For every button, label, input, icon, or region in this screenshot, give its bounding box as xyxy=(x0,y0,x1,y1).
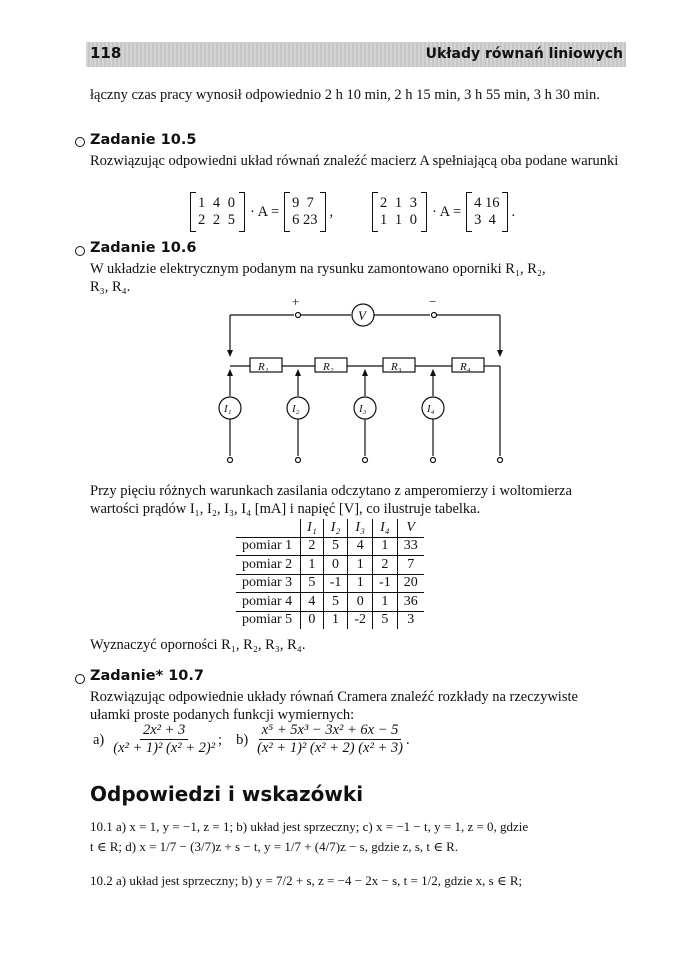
resistor-label: R₃ xyxy=(391,361,402,373)
minus-label: − xyxy=(429,294,437,309)
task-10-6-after-2: wartości prądów I₁, I₂, I₃, I₄ [mA] i napięć [V], co ilustruje tabelka. xyxy=(90,501,481,517)
page-number: 118 xyxy=(90,44,122,62)
answer-10-2-line-1: 10.2 a) układ jest sprzeczny; b) y = 7/2 + s, z = −4 − 2x − s, t = 1/2, gdzie x, s ∈ R; xyxy=(90,873,523,888)
table-row: pomiar 2 1 0 1 2 7 xyxy=(236,556,424,575)
task-bullet-icon xyxy=(75,246,85,256)
resistor-label: R₂ xyxy=(323,361,334,373)
task-10-6-after-1: Przy pięciu różnych warunkach zasilania odczytano z amperomierzy i woltomierza xyxy=(90,483,572,499)
part-b-label: b) xyxy=(236,731,249,748)
resistor-label: R₁ xyxy=(258,361,269,373)
table-row: pomiar 4 4 5 0 1 36 xyxy=(236,593,424,612)
rational-functions: a) $\frac{\text{2x² + 3}}{\text{(x² + 1)² (x² + 2)²}}$ ; b) $\frac{\text{x⁵ + 5x³ − 3x² + 6x − 5}}{\text{(x² + 1)² (x² + 2) (x² + 3)}}$ . xyxy=(93,722,410,756)
ammeter-label: I₂ xyxy=(292,403,300,415)
matrix-equation-1: 1 4 0 2 2 5 · A = 9 7 6 23 , xyxy=(190,192,333,232)
task-10-7-text-1: Rozwiązując odpowiednie układy równań Cramera znaleźć rozkłady na rzeczywiste xyxy=(90,689,578,705)
answer-10-1-line-2: t ∈ R; d) x = 1/7 − (3/7)z + s − t, y = 1/7 + (4/7)z − s, gdzie z, s, t ∈ R. xyxy=(90,839,459,854)
task-10-6-title: Zadanie 10.6 xyxy=(90,240,197,256)
running-head: Układy równań liniowych xyxy=(425,46,623,62)
table-row: pomiar 1 2 5 4 1 33 xyxy=(236,537,424,556)
task-10-7-title: Zadanie* 10.7 xyxy=(90,668,204,684)
resistor-label: R₄ xyxy=(460,361,471,373)
part-a-label: a) xyxy=(93,731,105,748)
answer-10-1-line-1: 10.1 a) x = 1, y = −1, z = 1; b) układ jest sprzeczny; c) x = −1 − t, y = 1, z = 0, gdzie xyxy=(90,819,529,834)
ammeter-label: I₁ xyxy=(224,403,232,415)
ammeter-label: I₄ xyxy=(427,403,435,415)
circuit-diagram xyxy=(210,288,520,468)
task-10-7-text-2: ułamki proste podanych funkcji wymiernych: xyxy=(90,707,355,723)
table-row: pomiar 5 0 1 -2 5 3 xyxy=(236,611,424,629)
fraction-a: $\frac{\text{2x² + 3}}{\text{(x² + 1)² (x² + 2)²}}$ xyxy=(113,722,216,756)
table-header-row: I₁ I₂ I₃ I₄ V xyxy=(236,519,424,537)
plus-label: + xyxy=(292,294,300,309)
task-bullet-icon xyxy=(75,674,85,684)
intro-text: łączny czas pracy wynosił odpowiednio 2 h 10 min, 2 h 15 min, 3 h 55 min, 3 h 30 min. xyxy=(90,87,600,103)
answers-heading: Odpowiedzi i wskazówki xyxy=(90,782,364,806)
task-10-5-title: Zadanie 10.5 xyxy=(90,132,197,148)
task-10-6-text-2: R₃, R₄. xyxy=(90,279,131,295)
matrix-equation-2: 2 1 3 1 1 0 · A = 4 16 3 4 . xyxy=(372,192,515,232)
fraction-b: $\frac{\text{x⁵ + 5x³ − 3x² + 6x − 5}}{\text{(x² + 1)² (x² + 2) (x² + 3)}}$ xyxy=(257,722,403,756)
voltmeter-label: V xyxy=(358,308,366,323)
ammeter-label: I₃ xyxy=(359,403,367,415)
task-bullet-icon xyxy=(75,137,85,147)
measurement-table xyxy=(236,519,424,629)
task-10-6-text-1: W układzie elektrycznym podanym na rysunku zamontowano oporniki R₁, R₂, xyxy=(90,261,546,277)
task-10-5-text: Rozwiązując odpowiedni układ równań znaleźć macierz A spełniającą oba podane warunki xyxy=(90,153,619,169)
table-row: pomiar 3 5 -1 1 -1 20 xyxy=(236,574,424,593)
task-10-6-closing: Wyznaczyć oporności R₁, R₂, R₃, R₄. xyxy=(90,637,306,653)
